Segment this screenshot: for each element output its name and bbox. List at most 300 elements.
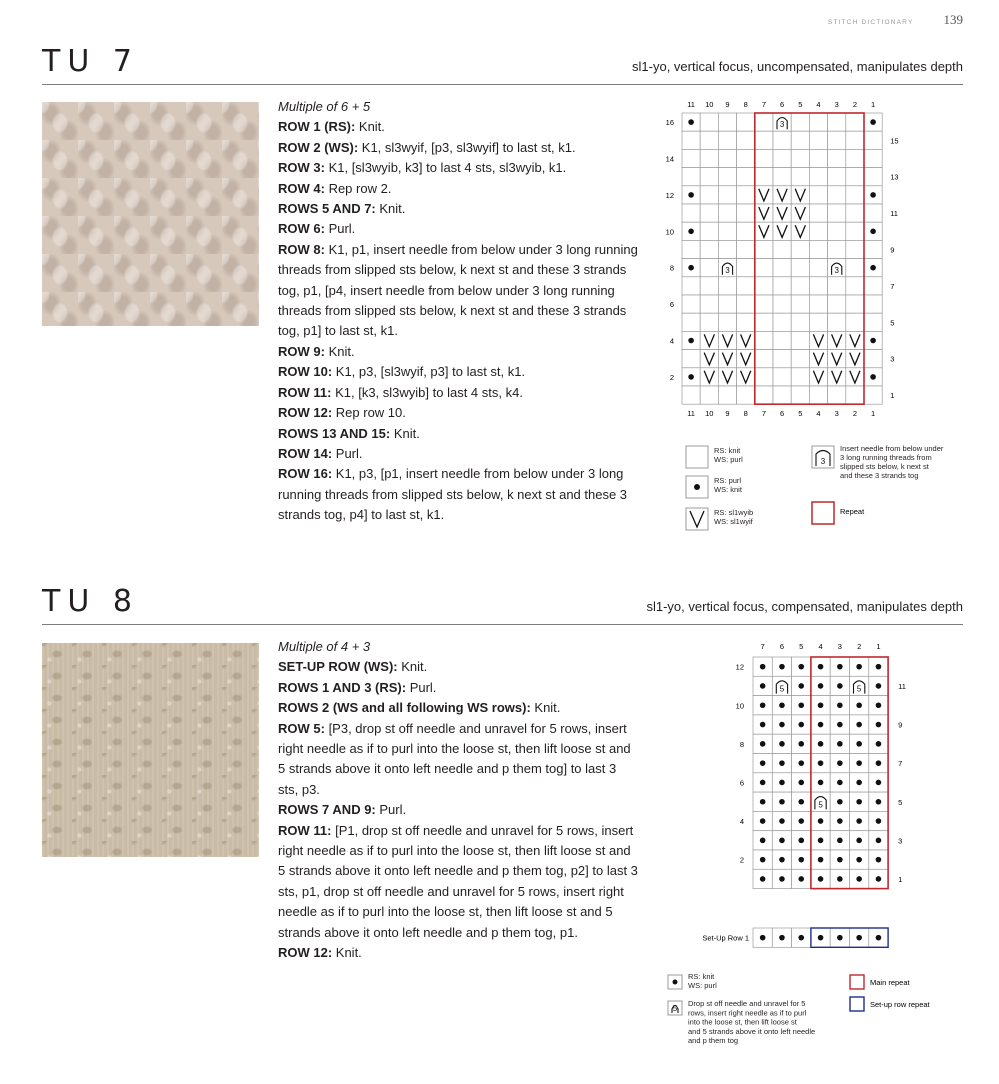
purl-dot-symbol: [876, 760, 882, 766]
purl-dot-symbol: [779, 780, 785, 786]
chart-cell: [737, 131, 755, 149]
stitch-multiple: Multiple of 4 + 3: [278, 639, 371, 654]
chart-cell: [737, 168, 755, 186]
purl-dot-symbol: [856, 799, 862, 805]
purl-dot-symbol: [779, 741, 785, 747]
purl-dot-symbol: [876, 838, 882, 844]
chart-cell: [864, 295, 882, 313]
row-number: 8: [669, 263, 674, 273]
purl-dot-symbol: [779, 857, 785, 863]
gather-symbol-count: 5: [818, 800, 823, 810]
chart-cell: [791, 131, 809, 149]
purl-dot-symbol: [760, 857, 766, 863]
chart-cell: [864, 386, 882, 404]
purl-dot-symbol: [837, 818, 843, 824]
row-text: Knit.: [397, 659, 428, 675]
chart-cell: [828, 277, 846, 295]
instruction-row: [278, 943, 638, 963]
chart-cell: [718, 240, 736, 258]
legend-purl-text: RS: knit: [688, 972, 715, 981]
purl-dot-symbol: [856, 935, 862, 941]
legend-knit-text: WS: purl: [714, 455, 743, 464]
purl-dot-symbol: [856, 664, 862, 670]
purl-dot-symbol: [818, 722, 824, 728]
chart-cell: [737, 204, 755, 222]
stitch-number: 3: [837, 642, 842, 651]
chart-cell: [773, 277, 791, 295]
row-label: ROW 2 (WS):: [278, 139, 359, 155]
instruction-row: [278, 117, 638, 137]
stitch-number: 3: [834, 409, 839, 419]
instruction-row: [278, 219, 638, 239]
stitch-number: 7: [761, 409, 766, 419]
chart-cell: [809, 222, 827, 240]
row-list: [278, 657, 638, 963]
purl-dot-symbol: [760, 780, 766, 786]
row-number: 13: [890, 172, 899, 182]
stitch-number: 2: [852, 100, 857, 109]
page-header: [828, 12, 963, 28]
row-text: K1, p3, [p1, insert needle from below under 3 long running threads from slipped sts below, k next st and these 3 strands tog, p4] to last st, k1.: [278, 466, 628, 523]
purl-dot-symbol: [779, 818, 785, 824]
chart-cell: [864, 149, 882, 167]
purl-dot-symbol: [760, 799, 766, 805]
chart-cell: [718, 313, 736, 331]
purl-dot-symbol: [798, 857, 804, 863]
purl-dot-symbol: [798, 702, 804, 708]
purl-dot-symbol: [760, 818, 766, 824]
purl-dot-symbol: [818, 857, 824, 863]
chart-cell: [755, 350, 773, 368]
chart-cell: [773, 386, 791, 404]
purl-dot-symbol: [673, 980, 678, 985]
instruction-row: [278, 403, 638, 423]
chart-cell: [791, 295, 809, 313]
purl-dot-symbol: [870, 229, 876, 235]
chart-cell: [700, 149, 718, 167]
legend-repeat-text: Repeat: [840, 507, 865, 516]
purl-dot-symbol: [798, 876, 804, 882]
chart-cell: [846, 259, 864, 277]
purl-dot-symbol: [837, 838, 843, 844]
legend-main-repeat-box: [850, 975, 864, 989]
purl-dot-symbol: [876, 857, 882, 863]
instruction-row: [278, 678, 638, 698]
stitch-number: 9: [725, 409, 730, 419]
chart-cell: [846, 186, 864, 204]
purl-dot-symbol: [876, 741, 882, 747]
chart-cell: [700, 259, 718, 277]
purl-dot-symbol: [876, 664, 882, 670]
purl-dot-symbol: [876, 683, 882, 689]
purl-dot-symbol: [798, 838, 804, 844]
row-text: Purl.: [324, 221, 356, 237]
stitch-number: 8: [743, 100, 748, 109]
chart-cell: [700, 168, 718, 186]
chart-cell: [755, 368, 773, 386]
chart-cell: [864, 313, 882, 331]
chart-cell: [828, 131, 846, 149]
instruction-row: [278, 240, 638, 342]
purl-dot-symbol: [837, 935, 843, 941]
row-label: ROW 3:: [278, 160, 325, 176]
chart-cell: [828, 240, 846, 258]
chart-cell: [828, 295, 846, 313]
purl-dot-symbol: [818, 838, 824, 844]
purl-dot-symbol: [856, 857, 862, 863]
chart-cell: [700, 204, 718, 222]
row-number: 8: [739, 739, 744, 749]
purl-dot-symbol: [876, 876, 882, 882]
chart-cell: [755, 149, 773, 167]
stitch-multiple: Multiple of 6 + 5: [278, 99, 371, 114]
chart-cell: [773, 350, 791, 368]
purl-dot-symbol: [798, 760, 804, 766]
instructions-tu7: [278, 97, 638, 526]
row-text: Knit.: [530, 700, 561, 716]
chart-cell: [755, 168, 773, 186]
purl-dot-symbol: [779, 722, 785, 728]
purl-dot-symbol: [856, 818, 862, 824]
row-text: K1, sl3wyif, [p3, sl3wyif] to last st, k1.: [358, 139, 576, 155]
gather-symbol-count: 5: [672, 1004, 678, 1013]
chart-cell: [846, 113, 864, 131]
chart-cell: [718, 131, 736, 149]
legend-drop-text: into the loose st, then lift loose st: [688, 1017, 797, 1027]
chart-cell: [828, 186, 846, 204]
purl-dot-symbol: [870, 192, 876, 198]
purl-dot-symbol: [798, 722, 804, 728]
row-text: Purl.: [332, 445, 363, 461]
row-number: 2: [739, 855, 744, 865]
instruction-row: [278, 362, 638, 382]
row-label: ROW 5:: [278, 720, 325, 736]
row-label: ROWS 1 AND 3 (RS):: [278, 679, 407, 695]
chart-cell: [773, 295, 791, 313]
chart-cell: [773, 168, 791, 186]
purl-dot-symbol: [760, 838, 766, 844]
pattern-title-tu8: TU 8: [42, 584, 139, 619]
stitch-number: 3: [834, 100, 839, 109]
legend-drop-text: rows, insert right needle as if to purl: [688, 1008, 807, 1018]
chart-cell: [791, 350, 809, 368]
purl-dot-symbol: [870, 338, 876, 344]
chart-cell: [755, 313, 773, 331]
purl-dot-symbol: [837, 664, 843, 670]
chart-cell: [773, 368, 791, 386]
purl-dot-symbol: [688, 265, 694, 271]
row-number: 11: [898, 681, 906, 691]
purl-dot-symbol: [779, 935, 785, 941]
legend-drop-text: Drop st off needle and unravel for 5: [688, 999, 806, 1008]
chart-cell: [700, 313, 718, 331]
instruction-row: [278, 657, 638, 677]
chart-cell: [737, 186, 755, 204]
section-label: STITCH DICTIONARY: [827, 19, 914, 26]
row-text: K1, [sl3wyib, k3] to last 4 sts, sl3wyib, k1.: [324, 160, 567, 176]
row-number: 16: [665, 118, 674, 128]
chart-cell: [718, 113, 736, 131]
row-number: 15: [890, 136, 899, 146]
stitch-number: 10: [705, 409, 714, 419]
instruction-row: [278, 464, 638, 525]
row-label: ROW 8:: [278, 241, 325, 257]
row-number: 9: [890, 245, 895, 255]
instruction-row: [278, 821, 638, 943]
row-number: 12: [665, 190, 674, 200]
chart-cell: [773, 259, 791, 277]
purl-dot-symbol: [837, 857, 843, 863]
stitch-number: 1: [876, 642, 881, 651]
stitch-chart-tu7: [650, 90, 980, 540]
row-number: 10: [665, 227, 674, 237]
chart-cell: [737, 113, 755, 131]
row-text: Knit.: [324, 343, 355, 359]
chart-cell: [700, 113, 718, 131]
legend-insert-text: slipped sts below, k next st: [840, 462, 929, 471]
chart-cell: [755, 295, 773, 313]
purl-dot-symbol: [876, 702, 882, 708]
gather-symbol-count: 3: [820, 457, 826, 466]
row-text: K1, [k3, sl3wyib] to last 4 sts, k4.: [331, 384, 523, 400]
chart-cell: [755, 240, 773, 258]
stitch-number: 2: [852, 409, 857, 419]
stitch-number: 9: [725, 100, 730, 109]
purl-dot-symbol: [688, 229, 694, 235]
row-label: ROW 1 (RS):: [278, 119, 356, 135]
instruction-row: [278, 199, 638, 219]
chart-cell: [682, 168, 700, 186]
chart-cell: [846, 149, 864, 167]
chart-cell: [809, 277, 827, 295]
chart-cell: [828, 222, 846, 240]
stitch-number: 7: [761, 100, 766, 109]
purl-dot-symbol: [818, 741, 824, 747]
purl-dot-symbol: [760, 935, 766, 941]
chart-cell: [700, 295, 718, 313]
row-label: ROWS 7 AND 9:: [278, 802, 376, 818]
pattern-tags-tu8: sl1-yo, vertical focus, compensated, manipulates depth: [646, 599, 963, 614]
gather-symbol-count: 3: [779, 120, 785, 130]
chart-cell: [737, 149, 755, 167]
stitch-number: 4: [816, 100, 821, 109]
legend-knit-text: RS: knit: [714, 446, 741, 455]
stitch-number: 6: [779, 642, 785, 651]
chart-cell: [846, 222, 864, 240]
purl-dot-symbol: [818, 935, 824, 941]
row-number: 4: [739, 817, 744, 827]
chart-cell: [846, 204, 864, 222]
chart-cell: [846, 131, 864, 149]
row-label: ROW 6:: [278, 221, 325, 237]
purl-dot-symbol: [760, 722, 766, 728]
legend-purl-text: WS: purl: [688, 981, 717, 990]
row-text: [P1, drop st off needle and unravel for 5 rows, insert right needle as if to purl into the loose st, then lift loose st and 5 strands above it onto left needle and p them tog, p2] to last 3 sts, p1, drop st off needle and unravel for 5 rows, insert right needle as if to purl into the loose st, then lift loose st and 5 strands above it onto left needle and p them tog, p1.: [278, 822, 638, 940]
row-number: 2: [669, 372, 674, 382]
purl-dot-symbol: [856, 760, 862, 766]
chart-cell: [773, 149, 791, 167]
row-text: Rep row 10.: [332, 405, 406, 421]
pattern-tags-tu7: sl1-yo, vertical focus, uncompensated, manipulates depth: [632, 59, 963, 74]
chart-cell: [864, 350, 882, 368]
chart-cell: [828, 113, 846, 131]
purl-dot-symbol: [779, 876, 785, 882]
instruction-row: [278, 719, 638, 801]
purl-dot-symbol: [837, 683, 843, 689]
chart-cell: [718, 186, 736, 204]
row-text: Purl.: [375, 802, 407, 818]
row-list: [278, 117, 638, 525]
swatch-photo-tu7: [42, 102, 259, 326]
instruction-row: [278, 800, 638, 820]
legend-setup-repeat-box: [850, 997, 864, 1011]
chart-cell: [809, 240, 827, 258]
row-label: ROW 12:: [278, 405, 333, 421]
purl-dot-symbol: [870, 265, 876, 271]
purl-dot-symbol: [760, 741, 766, 747]
row-number: 9: [898, 720, 903, 730]
chart-cell: [791, 149, 809, 167]
row-number: 7: [890, 281, 895, 291]
chart-cell: [682, 277, 700, 295]
chart-cell: [846, 277, 864, 295]
gather-symbol-count: 3: [834, 265, 839, 275]
chart-cell: [718, 277, 736, 295]
instruction-row: [278, 383, 638, 403]
purl-dot-symbol: [798, 683, 804, 689]
legend-insert-text: and these 3 strands tog: [840, 471, 919, 480]
row-text: Knit.: [332, 945, 362, 961]
legend-insert-text: Insert needle from below under: [840, 444, 944, 453]
chart-cell: [828, 168, 846, 186]
chart-cell: [682, 240, 700, 258]
stitch-number: 1: [871, 409, 876, 419]
purl-dot-symbol: [818, 702, 824, 708]
instruction-row: [278, 444, 638, 464]
chart-cell: [791, 313, 809, 331]
purl-dot-symbol: [837, 760, 843, 766]
purl-dot-symbol: [818, 780, 824, 786]
chart-cell: [864, 131, 882, 149]
purl-dot-symbol: [837, 799, 843, 805]
legend-slip-text: WS: sl1wyif: [714, 517, 753, 526]
row-text: [P3, drop st off needle and unravel for 5 rows, insert right needle as if to purl into the loose st, then lift loose st and 5 strands above it onto left needle and p them tog] to last 3 sts, p3.: [278, 720, 631, 797]
purl-dot-symbol: [779, 838, 785, 844]
chart-cell: [791, 113, 809, 131]
row-text: Rep row 2.: [324, 180, 392, 196]
legend-insert-text: 3 long running threads from: [840, 453, 932, 462]
row-number: 10: [735, 701, 744, 711]
legend-knit-box: [686, 446, 708, 468]
chart-cell: [718, 149, 736, 167]
purl-dot-symbol: [798, 780, 804, 786]
stitch-number: 5: [799, 642, 804, 651]
divider: [42, 84, 963, 85]
purl-dot-symbol: [870, 119, 876, 125]
row-number: 7: [898, 759, 903, 769]
chart-cell: [755, 113, 773, 131]
purl-dot-symbol: [688, 192, 694, 198]
stitch-number: 6: [780, 100, 785, 109]
instruction-row: [278, 138, 638, 158]
purl-dot-symbol: [856, 876, 862, 882]
chart-cell: [718, 168, 736, 186]
stitch-number: 4: [816, 409, 821, 419]
chart-cell: [809, 186, 827, 204]
stitch-chart-tu8: [660, 635, 980, 1055]
purl-dot-symbol: [798, 818, 804, 824]
legend-drop-text: and 5 strands above it onto left needle: [688, 1026, 816, 1036]
divider: [42, 624, 963, 625]
row-label: ROW 14:: [278, 445, 333, 461]
purl-dot-symbol: [760, 664, 766, 670]
stitch-number: 11: [687, 409, 695, 419]
setup-row-label: Set-Up Row 1: [702, 933, 749, 943]
chart-cell: [682, 350, 700, 368]
row-text: K1, p1, insert needle from below under 3 long running threads from slipped sts below, k next st and these 3 strands tog, p1, [p4, insert needle from below under 3 long running threads from slipped sts below, k next st and these 3 strands tog, p1] to last st, k1.: [278, 241, 638, 339]
chart-cell: [791, 277, 809, 295]
row-number: 5: [898, 797, 903, 807]
chart-cell: [773, 131, 791, 149]
chart-cell: [700, 240, 718, 258]
purl-dot-symbol: [798, 799, 804, 805]
row-number: 14: [665, 154, 674, 164]
chart-cell: [737, 386, 755, 404]
row-label: ROW 9:: [278, 343, 325, 359]
purl-dot-symbol: [837, 780, 843, 786]
chart-cell: [682, 386, 700, 404]
purl-dot-symbol: [856, 722, 862, 728]
chart-cell: [864, 240, 882, 258]
chart-cell: [846, 240, 864, 258]
gather-symbol-count: 5: [779, 684, 785, 694]
chart-cell: [700, 131, 718, 149]
chart-cell: [773, 240, 791, 258]
chart-cell: [809, 113, 827, 131]
chart-cell: [700, 277, 718, 295]
chart-cell: [809, 149, 827, 167]
chart-cell: [791, 168, 809, 186]
chart-cell: [682, 295, 700, 313]
chart-cell: [828, 313, 846, 331]
chart-cell: [864, 168, 882, 186]
chart-cell: [755, 131, 773, 149]
chart-cell: [809, 313, 827, 331]
chart-cell: [773, 313, 791, 331]
chart-cell: [791, 331, 809, 349]
purl-dot-symbol: [798, 741, 804, 747]
chart-cell: [846, 386, 864, 404]
instruction-row: [278, 342, 638, 362]
purl-dot-symbol: [760, 683, 766, 689]
row-number: 6: [669, 300, 674, 310]
purl-dot-symbol: [856, 702, 862, 708]
chart-cell: [755, 259, 773, 277]
instruction-row: [278, 698, 638, 718]
row-label: ROW 12:: [278, 945, 333, 961]
legend-slip-text: RS: sl1wyib: [714, 508, 754, 517]
row-number: 3: [890, 354, 895, 364]
chart-cell: [700, 186, 718, 204]
chart-cell: [737, 295, 755, 313]
purl-dot-symbol: [818, 664, 824, 670]
purl-dot-symbol: [870, 374, 876, 380]
stitch-number: 5: [798, 100, 803, 109]
purl-dot-symbol: [856, 838, 862, 844]
gather-symbol-count: 5: [856, 684, 862, 694]
row-number: 1: [898, 874, 903, 884]
row-number: 6: [739, 778, 744, 788]
